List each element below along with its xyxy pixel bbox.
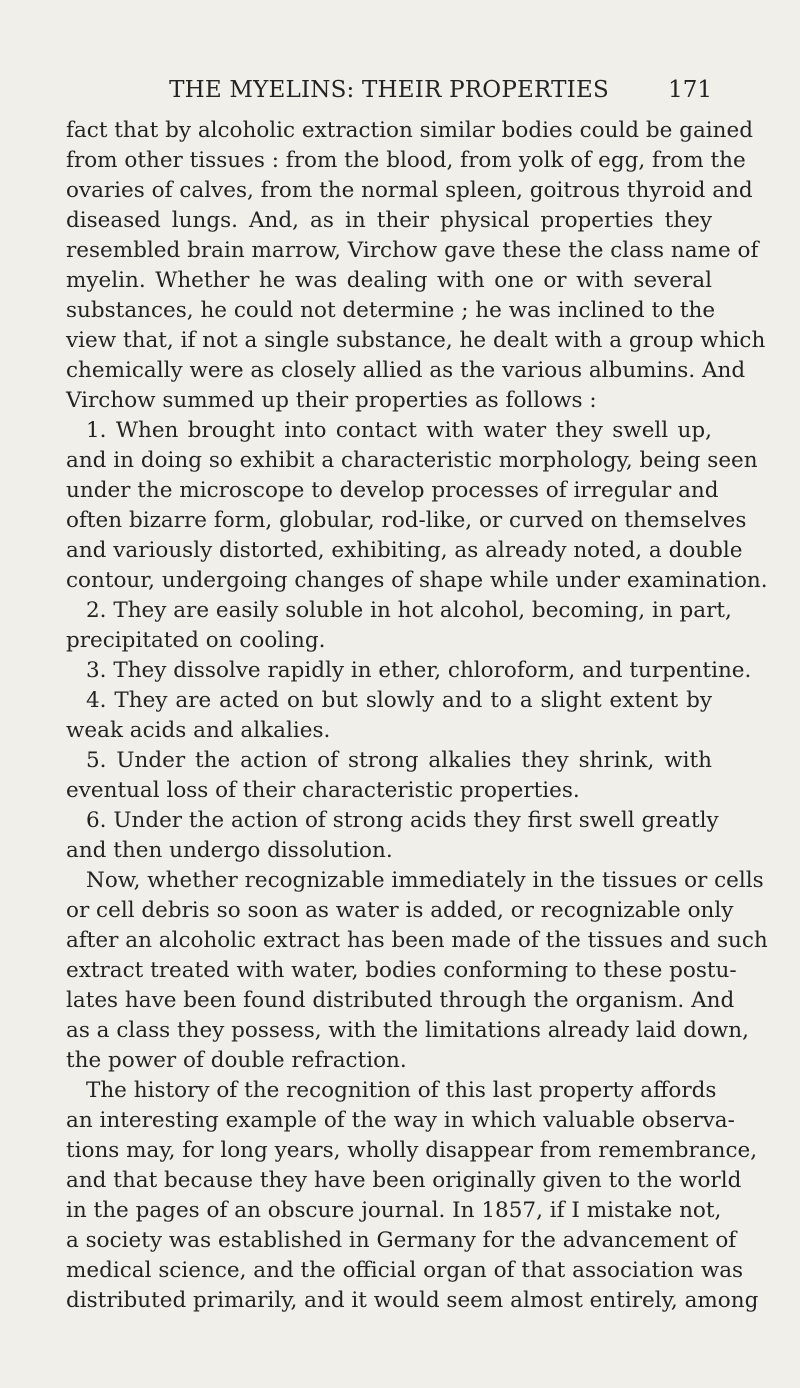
text-line: precipitated on cooling. [66, 628, 326, 653]
text-line: eventual loss of their characteristic properties. [66, 778, 580, 803]
text-line: and variously distorted, exhibiting, as already noted, a double [66, 538, 743, 563]
text-line: as a class they possess, with the limitations already laid down, [66, 1018, 749, 1043]
text-line: and then undergo dissolution. [66, 838, 393, 863]
text-line: often bizarre form, globular, rod-like, or curved on themselves [66, 508, 747, 533]
text-line: ovaries of calves, from the normal spleen, goitrous thyroid and [66, 178, 753, 203]
text-line: resembled brain marrow, Virchow gave these the class name of [66, 238, 759, 263]
text-line: Virchow summed up their properties as follows : [66, 388, 597, 413]
text-line: myelin. Whether he was dealing with one or with several [66, 268, 712, 293]
text-line: The history of the recognition of this last property affords [86, 1078, 717, 1103]
text-line: an interesting example of the way in which valuable observa- [66, 1108, 735, 1133]
page-number: 171 [668, 77, 712, 103]
text-line: and in doing so exhibit a characteristic morphology, being seen [66, 448, 758, 473]
text-line: tions may, for long years, wholly disappear from remembrance, [66, 1138, 758, 1163]
text-line: or cell debris so soon as water is added, or recognizable only [66, 898, 734, 923]
text-line: under the microscope to develop processes of irregular and [66, 478, 719, 503]
text-line: a society was established in Germany for the advancement of [66, 1228, 737, 1253]
text-line: and that because they have been originally given to the world [66, 1168, 742, 1193]
text-line: lates have been found distributed through the organism. And [66, 988, 735, 1013]
text-line: after an alcoholic extract has been made of the tissues and such [66, 928, 768, 953]
text-line: medical science, and the official organ of that association was [66, 1258, 744, 1283]
text-line: in the pages of an obscure journal. In 1857, if I mistake not, [66, 1198, 722, 1223]
text-line: 1. When brought into contact with water they swell up, [86, 418, 712, 443]
text-line: 3. They dissolve rapidly in ether, chloroform, and turpentine. [86, 658, 752, 683]
running-head [66, 72, 712, 108]
text-line: 5. Under the action of strong alkalies they shrink, with [86, 748, 712, 773]
text-line: fact that by alcoholic extraction similar bodies could be gained [66, 118, 754, 143]
text-line: 4. They are acted on but slowly and to a slight extent by [86, 688, 712, 713]
text-line: diseased lungs. And, as in their physical properties they [66, 208, 712, 233]
text-line: the power of double refraction. [66, 1048, 407, 1073]
text-line: chemically were as closely allied as the various albumins. And [66, 358, 746, 383]
text-line: from other tissues : from the blood, from yolk of egg, from the [66, 148, 746, 173]
text-line: substances, he could not determine ; he was inclined to the [66, 298, 716, 323]
running-title: THE MYELINS: THEIR PROPERTIES [169, 77, 609, 103]
text-line: view that, if not a single substance, he dealt with a group which [66, 328, 766, 353]
text-line: Now, whether recognizable immediately in the tissues or cells [86, 868, 764, 893]
text-line: weak acids and alkalies. [66, 718, 331, 743]
text-line: 6. Under the action of strong acids they first swell greatly [86, 808, 719, 833]
text-line: distributed primarily, and it would seem almost entirely, among [66, 1288, 759, 1313]
body-text [66, 116, 768, 1316]
text-line: contour, undergoing changes of shape while under examination. [66, 568, 768, 593]
text-line: 2. They are easily soluble in hot alcohol, becoming, in part, [86, 598, 732, 623]
text-line: extract treated with water, bodies conforming to these postu- [66, 958, 737, 983]
